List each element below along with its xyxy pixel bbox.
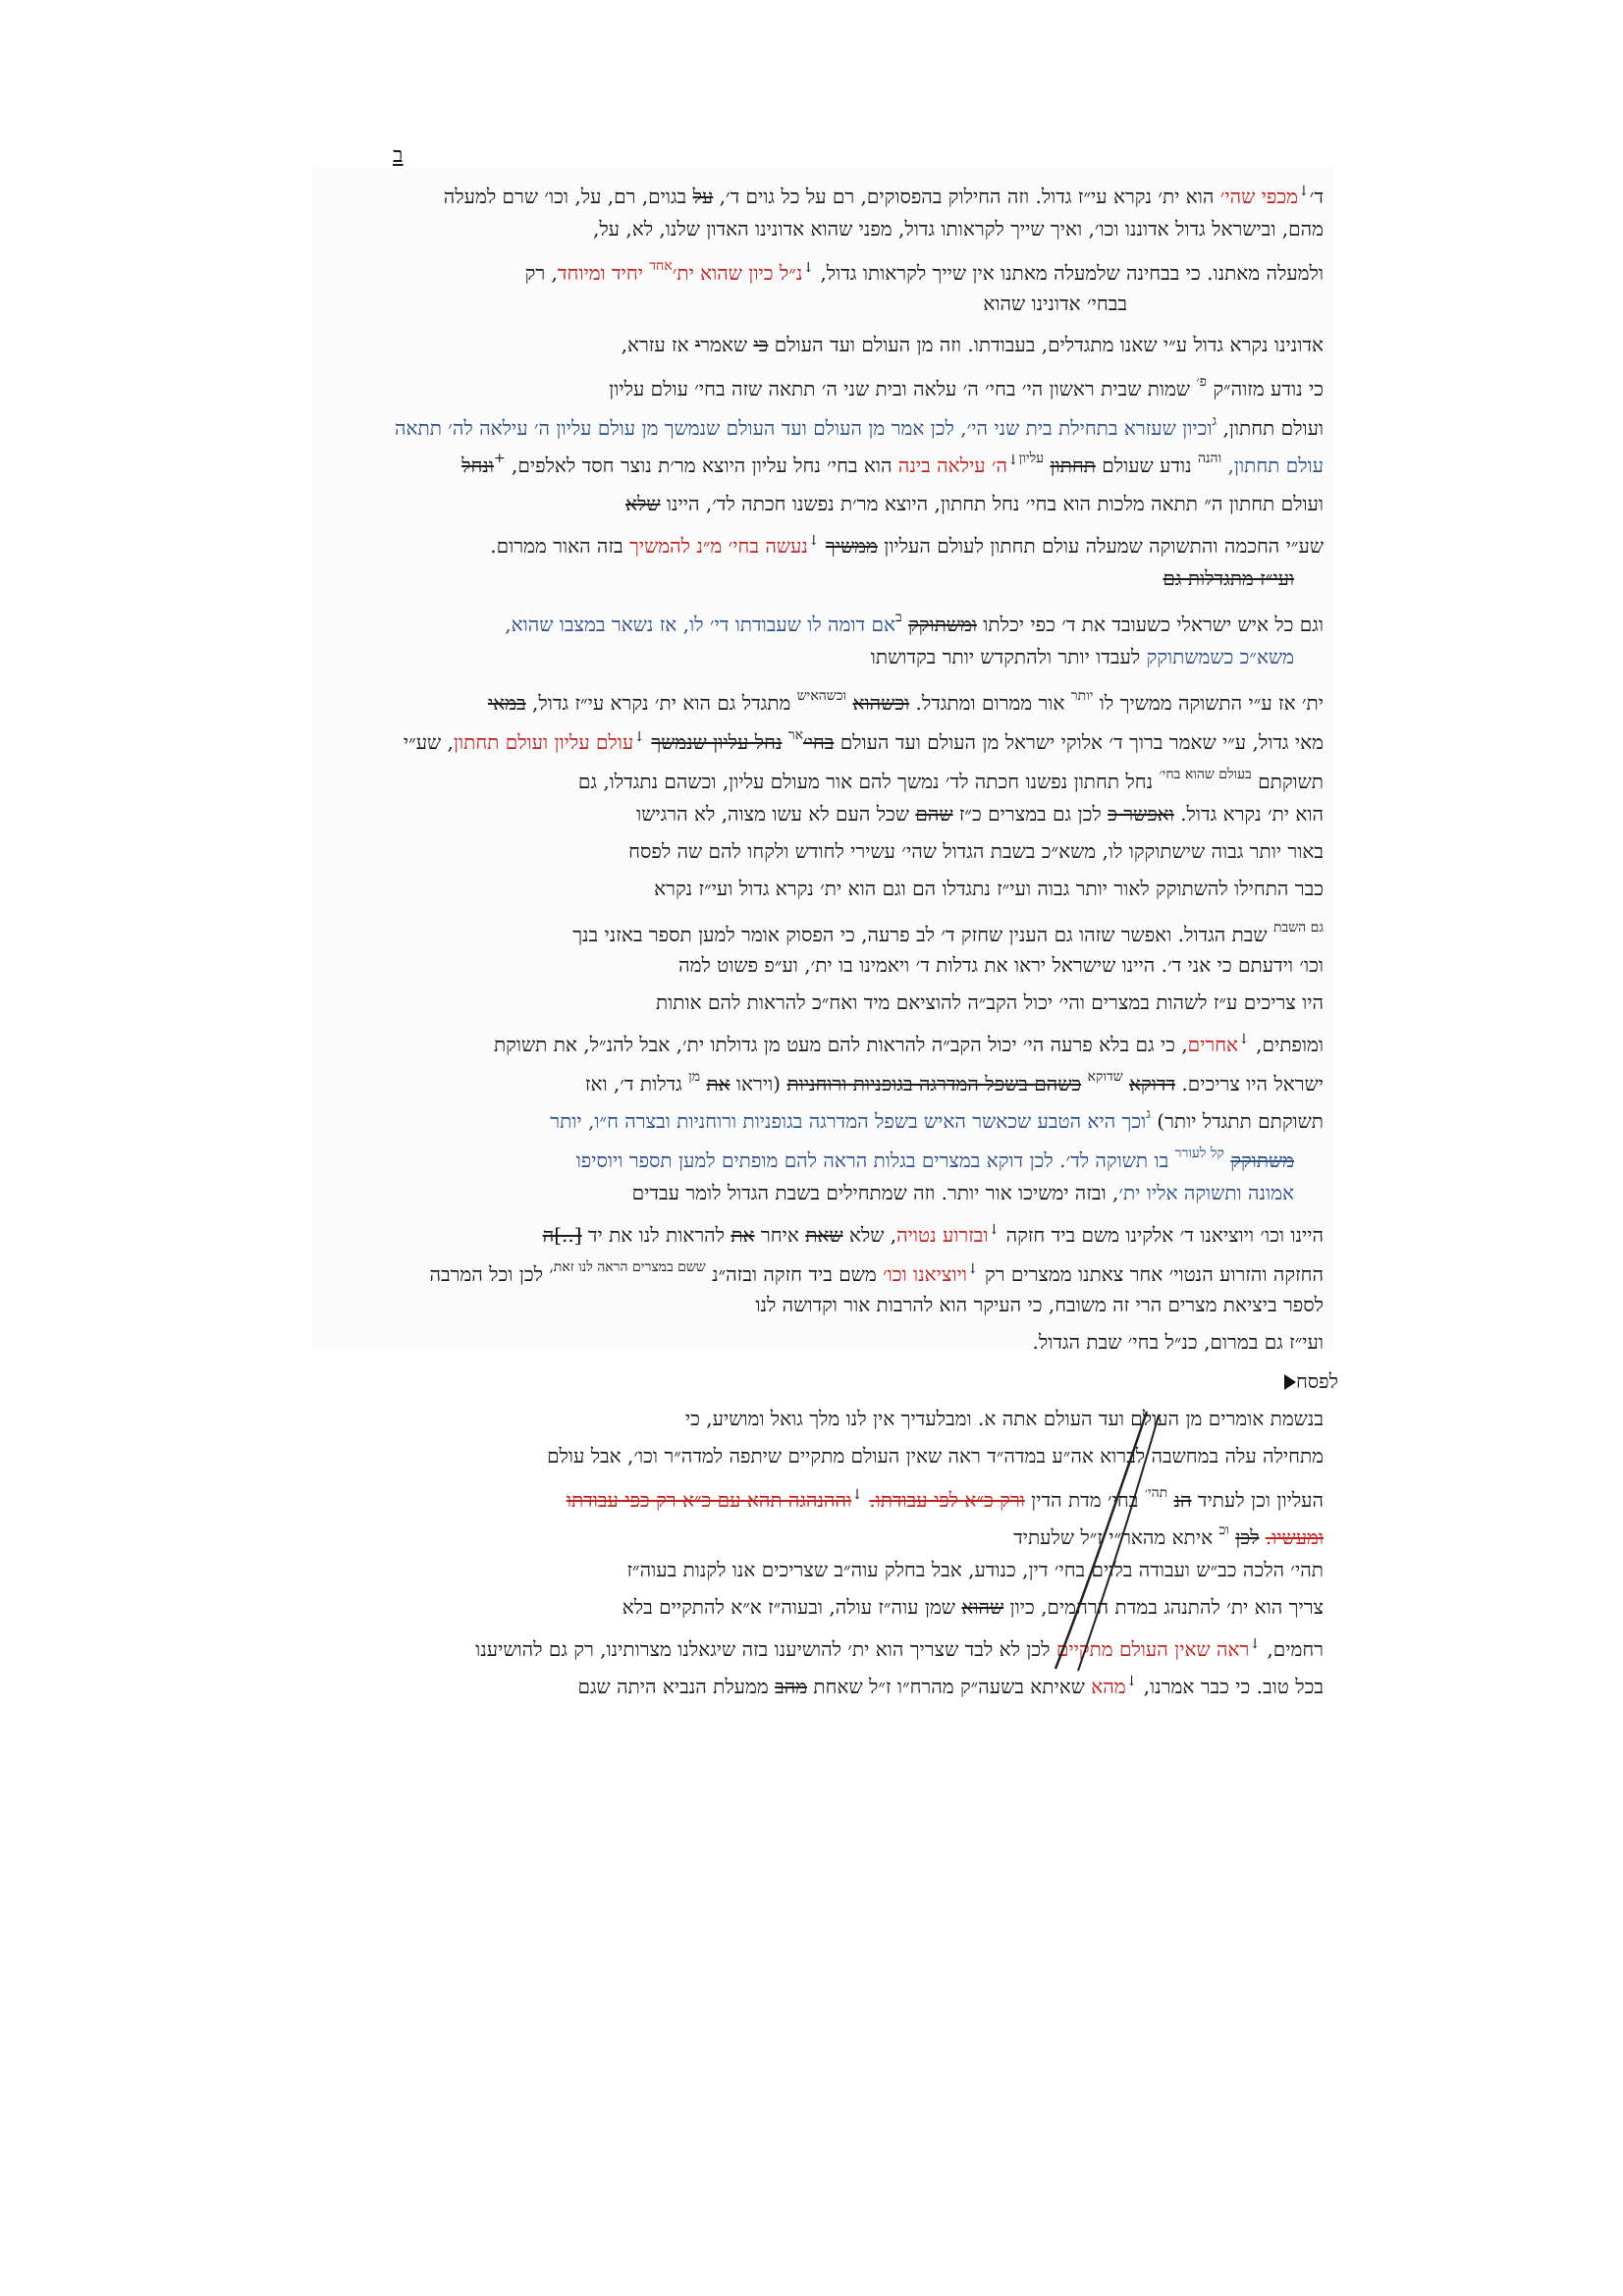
text-span: רחמים, [1261,1637,1324,1661]
text-span: משתוקק [1230,1148,1294,1172]
text-span: שמות שבית ראשון הי׳ בחי׳ ה׳ עלאה ובית שני ה׳ תתאה שזה בחי׳ עולם עליון [609,377,1197,400]
text-line [547,1441,1324,1470]
text-span: קל לעורר [1174,1146,1224,1161]
text-span: על [692,185,714,208]
text-span: בבחי׳ אדונינו שהוא [983,292,1127,315]
text-line [505,603,1324,639]
text-span: עליון [1018,451,1045,466]
text-span: מן [688,1069,701,1085]
text-line [543,1215,1324,1250]
text-span: ומעשיו. [1265,1525,1324,1549]
text-span: עולם עליון ועולם תחתון [453,730,634,754]
text-span: והנה [1197,451,1222,466]
text-span: , רק [524,261,558,285]
text-span: וכשהאיש [796,688,847,704]
text-span: עולם תחתון, [1221,454,1324,477]
text-span: (ויראו [730,1072,787,1095]
text-span: י [694,333,701,356]
text-span: ומשתוקק [908,613,977,636]
text-span: שדוקא [1087,1069,1123,1085]
text-span: אחד [649,258,673,274]
text-span: וגם כל איש ישראלי כשעובד את ד׳ כפי יכלתו [976,613,1324,636]
text-span: היו צריכים ע״ז לשהות במצרים והי׳ יכול הקב״ה להוציאם מיד ואח״כ להראות להם אותות [655,990,1324,1014]
insertion-arrow-icon: ↓ [802,260,815,276]
text-span: אמונה ותשוקה אליו ית׳ [1118,1181,1294,1204]
text-span: אז עזרא, [621,333,695,356]
text-span: העליון וכן לעתיד [1191,1488,1324,1512]
text-line [685,1404,1324,1433]
text-span: מהא [1091,1675,1126,1698]
text-span: לכן לא לבד שצריך הוא ית׳ להושיענו בזה שיגאלנו מצרותינו, רק גם להושיענו [475,1637,1056,1661]
text-span: ויוציאנו וכו׳ [883,1262,967,1286]
text-span: אם דומה לו שעבודתו די׳ לו, אז נשאר במצבו שהוא, [505,613,895,636]
text-span: ובזרוע נטויה [896,1223,989,1247]
text-span: כשהם בשפל המדרגה בגופניות ורוחניות [786,1072,1082,1095]
text-span: בזה האור ממרום. [490,534,630,558]
text-span: שאת [805,1223,843,1247]
text-span: ישראל היו צריכים. [1175,1072,1324,1095]
text-span: בחי׳ מדת הדין [1024,1488,1145,1512]
text-span: וכשהוא [852,691,910,715]
text-span: החזקה והזרוע הנטוי׳ אחר צאתנו ממצרים רק [978,1262,1324,1286]
insertion-arrow-icon: ↓ [1249,1636,1262,1652]
text-line [654,874,1324,903]
text-span: ה׳ עילאה בינה [897,454,1008,477]
text-span: מאי גדול, ע״י שאמר ברוך ד׳ אלוקי ישראל מן העולם ועד העולם [834,730,1324,754]
text-span: וכך היא הטבע שכאשר האיש בשפל המדרגה בגופניות ורוחניות ובצרה ח״ו, יותר [550,1109,1147,1133]
text-line [1033,1327,1324,1357]
text-line [609,367,1324,403]
text-line [593,214,1324,243]
text-span: שאיתא בשעה״ק מהרח״ו ז״ל שאחת [807,1675,1092,1698]
text-span: אור ממרום ומתגדל. [909,691,1071,715]
text-span: ועולם תחתון ה״ תתאה מלכות הוא בחי׳ נחל תחתון, היוצא מר׳ת נפשנו חכתה לד׳, היינו [660,492,1324,515]
text-span: תהי׳ [1144,1485,1168,1501]
text-line [622,1592,1324,1622]
insertion-arrow-icon: ↓ [807,533,820,549]
text-span: ג [1212,413,1217,429]
text-line [404,721,1324,757]
text-span: ועולם תחתון, [1217,416,1324,440]
page-number: ב [393,143,404,168]
text-line [585,1062,1324,1098]
text-line [572,913,1324,949]
text-span: כבר התחילו להשתוקק לאור יותר גבוה ועי״ז נתגדלו הם וגם הוא ית׳ נקרא גדול ועי״ז נקרא [654,877,1324,900]
insertion-arrow-icon: ↓ [1298,184,1310,199]
text-span: , כי גם בלא פרעה הי׳ יכול הקב״ה להראות להם מעט מן גדולתו ית׳, אבל להנ״ל, את תשוקת [493,1033,1188,1056]
text-span: תחתון [1050,454,1096,477]
text-span: באור יותר גבוה שישתוקקו לו, משא״כ בשבת הגדול שהי׳ עשירי לחודש ולקחו להם שה לפסח [628,839,1324,863]
text-line [395,406,1324,443]
text-span: יחיד ומיוחד [557,261,650,285]
text-span: שע״י החכמה והתשוקה שמעלה עולם תחתון לעולם העליון [877,534,1324,558]
text-line [550,1099,1324,1136]
text-span: הוא ית׳ נקרא גדול. [1173,802,1324,826]
text-span: גם השבת [1272,920,1324,935]
text-span: ולמעלה מאתנו. כי בבחינה שלמעלה מאתנו אין שייך לקראותו גדול, [814,261,1324,285]
text-line [577,1667,1324,1701]
text-span: ומופתים, [1249,1033,1324,1056]
text-span: לעבדו יותר ולהתקדש יותר בקדושתו [870,645,1147,668]
text-span: בגוים, רם, על, וכו׳ שרם למעלה [443,185,693,208]
text-span: שהוא [961,1595,1004,1619]
text-span: וההנהגה תהא עם כ״א רק כפי עבודתו [566,1488,852,1512]
triangle-bullet-icon [1284,1374,1296,1390]
text-line [490,526,1324,561]
text-span: + [493,451,506,466]
text-span: שבת הגדול. ואפשר שזהו גם הענין שחזק ד׳ לב פרעה, כי הפסוק אומר למען תספר באזני בנך [572,923,1273,946]
text-span: ואפשר כ [1108,802,1174,826]
text-span: את [706,1072,730,1095]
section-title: לפסח [1295,1369,1338,1393]
text-span: נעשה בחי׳ מ״נ להמשיך [629,534,808,558]
text-span: , שע״י [403,730,454,754]
insertion-arrow-icon: ↓ [1238,1032,1250,1047]
text-span: שהם [915,802,953,826]
text-span: , ובזה ימשיכו אור יותר. וזה שמתחילים בשבת הגדול לומר עבדים [631,1181,1119,1204]
insertion-arrow-icon: ↓ [988,1222,1001,1238]
insertion-arrow-icon: ↓ [1007,453,1019,468]
text-span: הנ [1173,1488,1192,1512]
text-span: בחי׳ [803,730,835,754]
text-span: בעולם שהוא בחי׳ [1159,767,1252,782]
text-span: ועי״ז גם במרום, כנ״ל בחי׳ שבת הגדול. [1032,1330,1324,1354]
text-line [656,988,1324,1017]
text-span: איתא מהאר״י ז״ל שלעתיד [1013,1525,1219,1549]
text-span: שאמר [700,333,754,356]
text-line [626,1555,1324,1584]
text-span: מהב [775,1675,808,1698]
insertion-arrow-icon: ↓ [966,1261,979,1277]
text-span: נודע שעולם [1095,454,1198,477]
text-line [494,1025,1324,1059]
text-span: במאי [487,691,526,715]
text-span: [..]ה [542,1223,582,1247]
text-span: היינו וכו׳ ויוציאנו ד׳ אלקינו משם ביד חזקה [1000,1223,1324,1247]
text-span: איחר [754,1223,806,1247]
text-span: לכן וכל המרבה [429,1262,550,1286]
text-span: משם ביד חזקה ובזה״נ [705,1262,884,1286]
text-span: ג [1146,1106,1151,1122]
text-line [475,1629,1324,1664]
text-span: תשוקתם [1251,770,1324,793]
text-span: לספר ביציאת מצרים הרי זה משובח, כי העיקר הוא להרבות אור וקדושה לנו [755,1293,1324,1316]
text-line [625,489,1324,518]
text-span: בו תשוקה לד׳. לכן דוקא במצרים בגלות הראה להם מופתים למען תספר ויוסיפו [575,1148,1175,1172]
text-span: גדלות ד׳, ואז [584,1072,689,1095]
text-line [525,251,1324,288]
text-span: כי נודע מזוה״ק [1206,377,1324,400]
text-span: בכל טוב. כי כבר אמרנו, [1137,1675,1324,1698]
text-span: נחל תחתון נפשנו חכתה לד׳ נמשך להם אור מעולם עליון, וכשהם נתגדלו, גם [577,770,1160,793]
text-line [488,681,1324,718]
text-span: מכפי שהי׳ [1219,185,1299,208]
text-span: דדוקא [1129,1072,1176,1095]
text-span: אדונינו נקרא גדול ע״י שאנו מתגדלים, בעבודתו. וזה מן העולם ועד העולם [768,333,1324,356]
text-span: הוא בחי׳ נחל עליון היוצא מר׳ת נוצר חסד לאלפים, [505,454,898,477]
insertion-arrow-icon: ↓ [633,729,645,745]
text-span: אר [787,727,803,743]
text-span: ונחל [461,454,494,477]
text-span: שמן עוה״ז עולה, ובעוה״ז א״א להתקיים בלא [622,1595,962,1619]
text-span: ממשיך [825,534,878,558]
text-span: משא״כ כשמשתוקק [1146,645,1294,668]
text-line [578,760,1324,796]
text-line [622,330,1324,359]
text-span: צריך הוא ית׳ להתנהג במדת הרחמים, כיון [1003,1595,1324,1619]
text-span: וכיון שעזרא בתחילת בית שני הי׳, לכן אמר מן העולם ועד העולם שנמשך מן עולם עליון ה׳ עילאה לה׳ תתאה [395,416,1213,440]
insertion-arrow-icon: ↓ [851,1487,863,1503]
text-span: שכל העם לא עשו מצוה, לא הרגישו [636,802,916,826]
text-span: תהי׳ הלכה כב״ש ועבודה בלוים בחי׳ דין, כנודע, אבל בחלק עוה״ב שצריכים אנו לקנות בעוה״ז [626,1558,1324,1581]
text-span: להראות לנו את יד [581,1223,731,1247]
text-line [628,836,1324,866]
text-span: בנשמת אומרים מן העולם ועד העולם אתה א. ומבלעדיך אין לנו מלך גואל ומושיע, כי [684,1407,1324,1430]
text-span: ורק כ״א לפי עבודתו. [869,1488,1025,1512]
text-span: הוא ית׳ נקרא עי״ז גדול. וזה החילוק בהפסוקים, רם על כל גוים ד׳, [713,185,1220,208]
text-span: לכן גם במצרים כ״ז [952,802,1109,826]
text-span: לכן [1235,1525,1260,1549]
text-span: כי [753,333,769,356]
text-line [983,289,1127,318]
text-span: ממעלת הנביא היתה שגם [577,1675,776,1698]
text-span: אחרים [1187,1033,1239,1056]
text-span: נ״ל כיון שהוא ית׳ [672,261,803,285]
text-span: מתחילה עלה במחשבה לברוא אה״ע במדה״ד ראה שאין העולם מתקיים שיתפה למדה״ר וכו׳, אבל עולם [547,1444,1324,1468]
text-span: ראה שאין העולם מתקיים [1055,1637,1250,1661]
text-line [1163,563,1294,593]
text-span: וכו׳ וידעתם כי אני ד׳. היינו שישראל יראו את גדלות ד׳ ויאמינו בו ית׳, וע״פ פשוט למה [678,953,1324,977]
text-span: נחל עליון שנמשך [651,730,783,754]
text-span: וכ [1218,1522,1229,1538]
text-span: את [730,1223,755,1247]
text-span: ד׳ [1309,185,1324,208]
text-line [461,444,1324,480]
text-line [871,642,1294,671]
text-span: , שלא [842,1223,897,1247]
text-line [567,1478,1324,1515]
text-line [755,1290,1324,1319]
section-heading [1276,1366,1338,1396]
text-span: ית׳ אז ע״י התשוקה ממשיך לו [1093,691,1324,715]
text-span: מהם, ובישראל גדול אדוננו וכו׳, ואיך שייך לקראותו גדול, מפני שהוא אדונינו האדון שלנו, לא, על, [592,217,1324,240]
text-span: תשוקתם תתגדל יותר) [1150,1109,1324,1133]
text-span: יותר [1070,688,1094,704]
text-line [632,1178,1294,1207]
text-line [576,1139,1294,1175]
text-line [444,177,1324,211]
text-line [1013,1516,1324,1552]
text-line [636,799,1324,828]
text-span: שלא [625,492,661,515]
text-span: ועי״ז מתגדלות גם [1163,566,1294,590]
insertion-arrow-icon: ↓ [1125,1674,1138,1689]
text-span: פ׳ [1196,374,1207,390]
text-span: ב [894,610,902,625]
text-span: ששם במצרים הראה לנו זאת, [549,1259,706,1275]
text-line [678,950,1324,980]
text-line [429,1253,1324,1289]
text-span: מתגדל גם הוא ית׳ נקרא עי״ז גדול, [525,691,797,715]
